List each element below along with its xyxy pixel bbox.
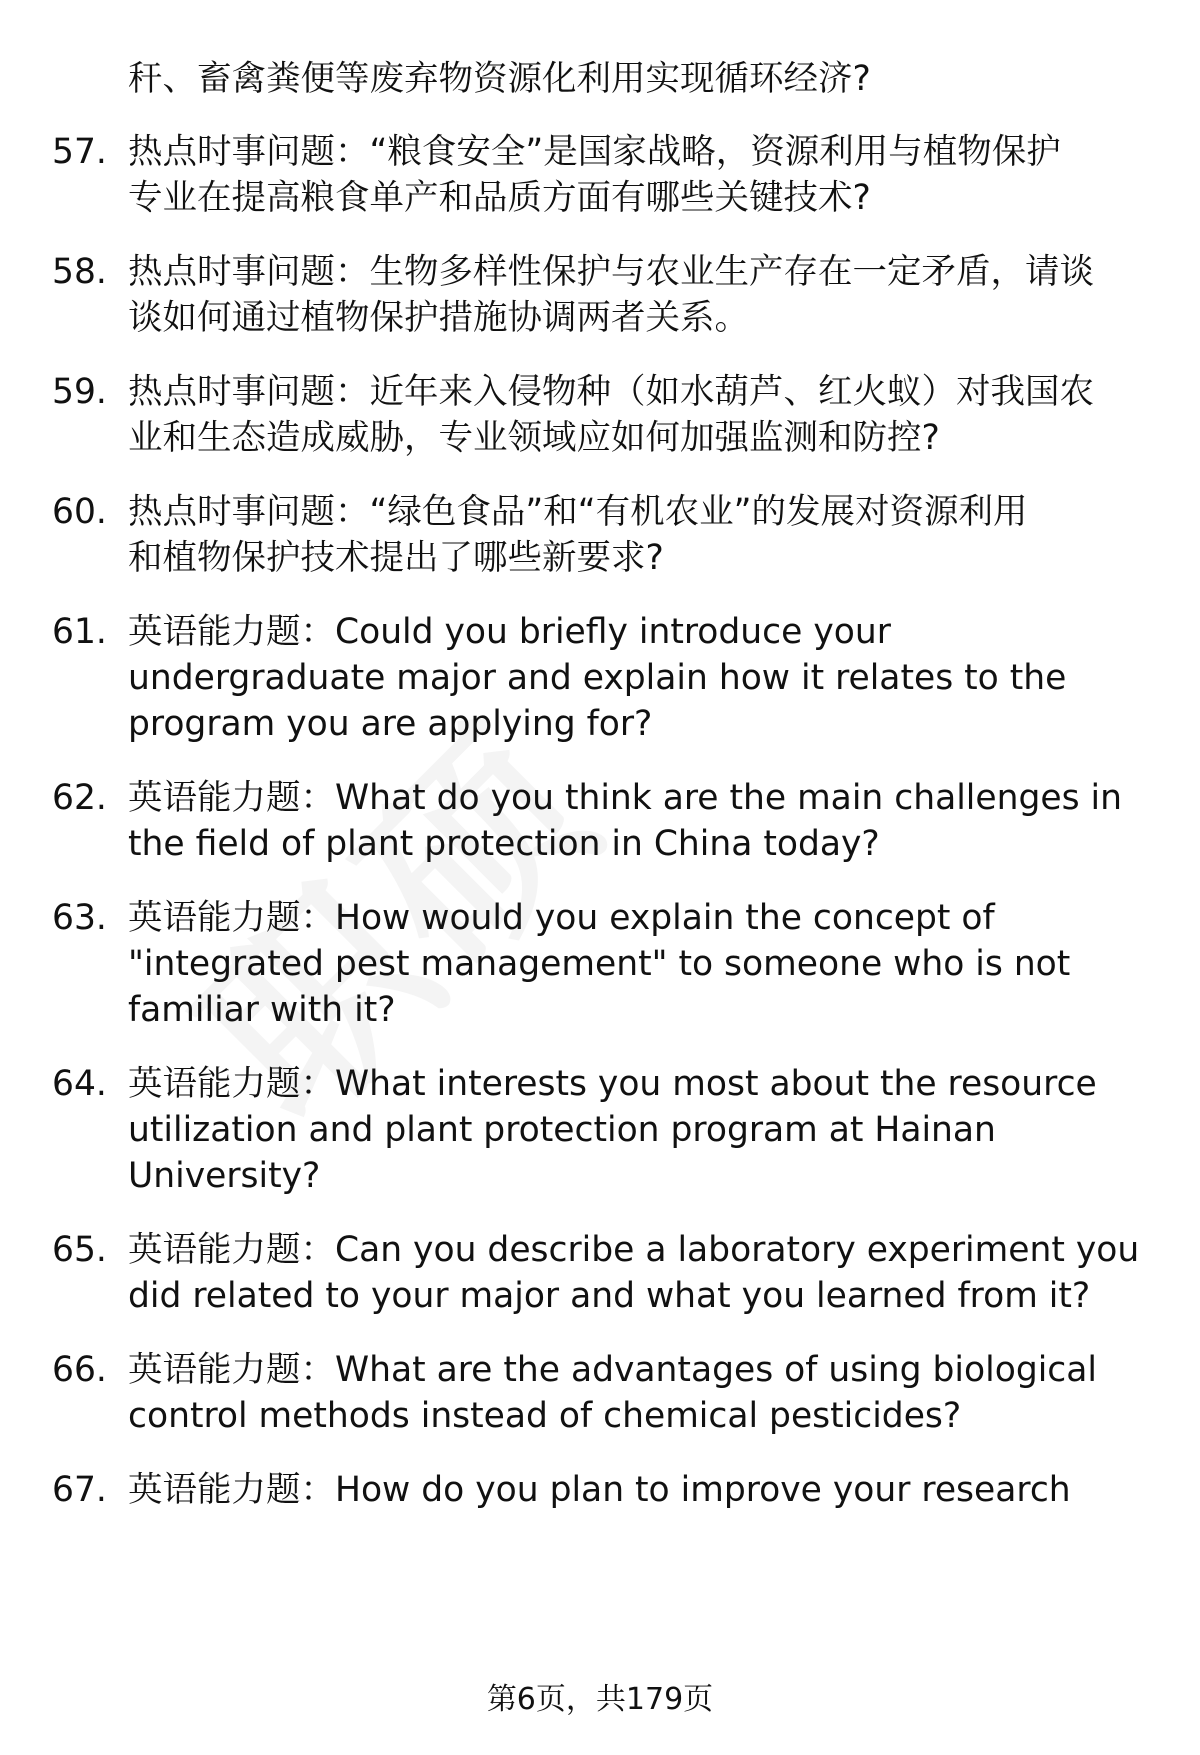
question-number: 59. — [52, 372, 107, 412]
question-text-line: 英语能力题：What do you think are the main challenges in — [128, 778, 1122, 818]
question-text-line: 热点时事问题：“粮食安全”是国家战略，资源利用与植物保护 — [128, 132, 1061, 172]
question-text-line: undergraduate major and explain how it relates to the — [128, 658, 1067, 698]
question-number: 61. — [52, 612, 107, 652]
question-text-line: did related to your major and what you learned from it? — [128, 1276, 1091, 1316]
question-text-line: 业和生态造成威胁，专业领域应如何加强监测和防控? — [128, 418, 940, 458]
question-number: 67. — [52, 1470, 107, 1510]
question-text-line: 热点时事问题：“绿色食品”和“有机农业”的发展对资源利用 — [128, 492, 1028, 532]
question-number: 57. — [52, 132, 107, 172]
question-number: 65. — [52, 1230, 107, 1270]
question-text-line: "integrated pest management" to someone who is not — [128, 944, 1071, 984]
question-text-line: control methods instead of chemical pesticides? — [128, 1396, 962, 1436]
question-text-line: familiar with it? — [128, 990, 396, 1030]
continuation-line: 秆、畜禽粪便等废弃物资源化利用实现循环经济? — [128, 59, 871, 99]
question-text-line: 专业在提高粮食单产和品质方面有哪些关键技术? — [128, 178, 871, 218]
question-text-line: 英语能力题：How do you plan to improve your research — [128, 1470, 1071, 1510]
question-text-line: 谈如何通过植物保护措施协调两者关系。 — [128, 298, 749, 338]
question-text-line: University? — [128, 1156, 321, 1196]
question-text-line: 英语能力题：What interests you most about the resource — [128, 1064, 1097, 1104]
question-text-line: program you are applying for? — [128, 704, 653, 744]
question-text-line: 英语能力题：How would you explain the concept of — [128, 898, 995, 938]
question-number: 60. — [52, 492, 107, 532]
question-number: 63. — [52, 898, 107, 938]
question-text-line: utilization and plant protection program at Hainan — [128, 1110, 996, 1150]
question-text-line: the field of plant protection in China today? — [128, 824, 880, 864]
page-footer: 第6页，共179页 — [486, 1682, 714, 1717]
question-text-line: 热点时事问题：近年来入侵物种（如水葫芦、红火蚁）对我国农 — [128, 372, 1094, 412]
question-text-line: 和植物保护技术提出了哪些新要求? — [128, 538, 664, 578]
question-text-line: 英语能力题：Could you briefly introduce your — [128, 612, 891, 652]
question-number: 64. — [52, 1064, 107, 1104]
question-text-line: 热点时事问题：生物多样性保护与农业生产存在一定矛盾，请谈 — [128, 252, 1094, 292]
question-text-line: 英语能力题：What are the advantages of using biological — [128, 1350, 1097, 1390]
question-number: 66. — [52, 1350, 107, 1390]
question-number: 58. — [52, 252, 107, 292]
question-number: 62. — [52, 778, 107, 818]
question-text-line: 英语能力题：Can you describe a laboratory experiment you — [128, 1230, 1140, 1270]
